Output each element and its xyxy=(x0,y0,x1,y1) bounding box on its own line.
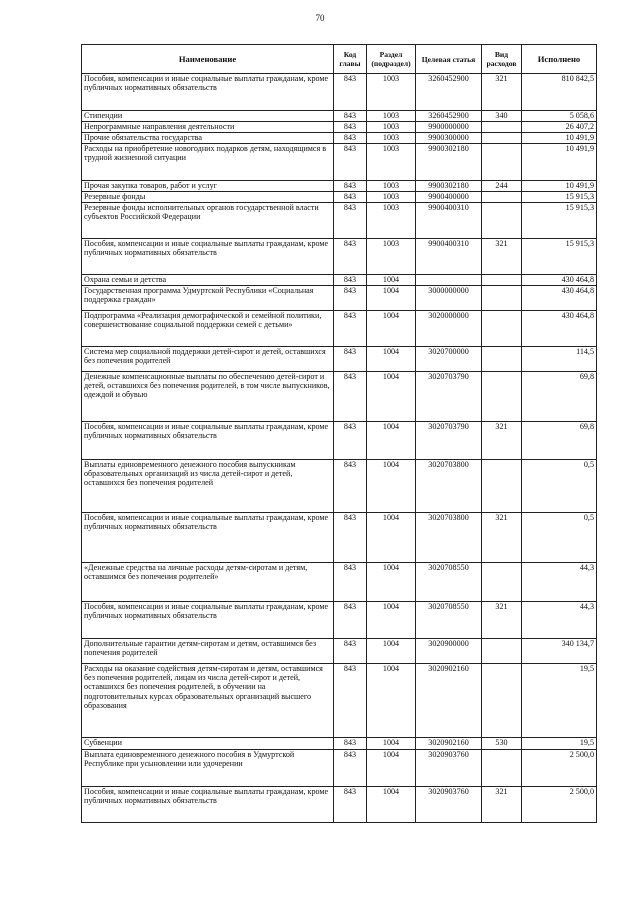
cell-name: Пособия, компенсации и иные социальные выплаты гражданам, кроме публичных нормативных обязательств xyxy=(82,787,334,823)
cell-name: Прочая закупка товаров, работ и услуг xyxy=(82,181,334,192)
cell-expense-type xyxy=(482,203,522,239)
header-executed: Исполнено xyxy=(522,45,597,74)
cell-executed: 26 407,2 xyxy=(522,122,597,133)
cell-name: Пособия, компенсации и иные социальные выплаты гражданам, кроме публичных нормативных обязательств xyxy=(82,74,334,111)
cell-target-article: 3020703800 xyxy=(416,513,482,563)
cell-executed: 15 915,3 xyxy=(522,239,597,275)
cell-section: 1003 xyxy=(367,239,416,275)
cell-name: Выплата единовременного денежного пособия в Удмуртской Республике при усыновлении или удочерении xyxy=(82,750,334,787)
cell-section: 1004 xyxy=(367,738,416,750)
cell-section: 1003 xyxy=(367,181,416,192)
cell-chapter-code: 843 xyxy=(334,738,367,750)
cell-chapter-code: 843 xyxy=(334,750,367,787)
cell-target-article: 9900400310 xyxy=(416,239,482,275)
cell-chapter-code: 843 xyxy=(334,311,367,347)
cell-expense-type xyxy=(482,144,522,181)
cell-target-article: 9900000000 xyxy=(416,122,482,133)
cell-expense-type: 244 xyxy=(482,181,522,192)
expenditure-table xyxy=(81,44,597,823)
cell-section: 1004 xyxy=(367,460,416,513)
cell-expense-type xyxy=(482,750,522,787)
table-row xyxy=(82,74,597,111)
cell-section: 1004 xyxy=(367,286,416,311)
cell-executed: 19,5 xyxy=(522,738,597,750)
cell-expense-type xyxy=(482,122,522,133)
cell-executed: 10 491,9 xyxy=(522,133,597,144)
cell-name: Субвенции xyxy=(82,738,334,750)
table-row xyxy=(82,347,597,372)
cell-name: Резервные фонды исполнительных органов государственной власти субъектов Российской Федерации xyxy=(82,203,334,239)
cell-expense-type: 321 xyxy=(482,602,522,639)
cell-name: Денежные компенсационные выплаты по обеспечению детей-сирот и детей, оставшихся без попечения родителей, в том числе выпускников, одеждой и обувью xyxy=(82,372,334,422)
table-row xyxy=(82,513,597,563)
cell-executed: 19,5 xyxy=(522,664,597,738)
cell-name: «Денежные средства на личные расходы детям-сиротам и детям, оставшимся без попечения родителей» xyxy=(82,563,334,602)
cell-name: Система мер социальной поддержки детей-сирот и детей, оставшихся без попечения родителей xyxy=(82,347,334,372)
cell-name: Стипендии xyxy=(82,111,334,122)
cell-target-article: 3020703790 xyxy=(416,422,482,460)
cell-expense-type xyxy=(482,347,522,372)
table-row xyxy=(82,203,597,239)
cell-expense-type: 321 xyxy=(482,513,522,563)
header-expense-type: Вид расходов xyxy=(482,45,522,74)
header-chapter-code: Код главы xyxy=(334,45,367,74)
cell-target-article: 9900400310 xyxy=(416,203,482,239)
cell-expense-type xyxy=(482,275,522,286)
cell-name: Дополнительные гарантии детям-сиротам и детям, оставшимся без попечения родителей xyxy=(82,639,334,664)
cell-section: 1004 xyxy=(367,347,416,372)
cell-executed: 430 464,8 xyxy=(522,311,597,347)
cell-target-article: 3000000000 xyxy=(416,286,482,311)
cell-name: Подпрограмма «Реализация демографической и семейной политики, совершенствование социальной поддержки семей с детьми» xyxy=(82,311,334,347)
table-row xyxy=(82,286,597,311)
table-row xyxy=(82,750,597,787)
cell-chapter-code: 843 xyxy=(334,239,367,275)
cell-executed: 810 842,5 xyxy=(522,74,597,111)
cell-name: Государственная программа Удмуртской Республики «Социальная поддержка граждан» xyxy=(82,286,334,311)
cell-section: 1003 xyxy=(367,74,416,111)
cell-target-article: 3020902160 xyxy=(416,664,482,738)
table-header-row xyxy=(82,45,597,74)
cell-chapter-code: 843 xyxy=(334,602,367,639)
cell-target-article: 3020900000 xyxy=(416,639,482,664)
cell-expense-type xyxy=(482,460,522,513)
cell-expense-type xyxy=(482,286,522,311)
header-section: Раздел (подраздел) xyxy=(367,45,416,74)
cell-executed: 44,3 xyxy=(522,602,597,639)
cell-chapter-code: 843 xyxy=(334,111,367,122)
cell-target-article: 3260452900 xyxy=(416,111,482,122)
cell-executed: 430 464,8 xyxy=(522,286,597,311)
cell-expense-type: 321 xyxy=(482,239,522,275)
cell-executed: 2 500,0 xyxy=(522,787,597,823)
cell-target-article: 3020708550 xyxy=(416,602,482,639)
cell-name: Пособия, компенсации и иные социальные выплаты гражданам, кроме публичных нормативных обязательств xyxy=(82,513,334,563)
cell-executed: 15 915,3 xyxy=(522,192,597,203)
cell-executed: 44,3 xyxy=(522,563,597,602)
cell-section: 1003 xyxy=(367,133,416,144)
cell-target-article: 9900302180 xyxy=(416,144,482,181)
cell-expense-type xyxy=(482,311,522,347)
table-row xyxy=(82,787,597,823)
table-row xyxy=(82,133,597,144)
cell-executed: 340 134,7 xyxy=(522,639,597,664)
cell-chapter-code: 843 xyxy=(334,286,367,311)
cell-expense-type: 321 xyxy=(482,74,522,111)
cell-name: Расходы на оказание содействия детям-сиротам и детям, оставшимся без попечения родителей, лицам из числа детей-сирот и детей, оставшихся без попечения родителей, в обучении на подготовительных курсах образовательных организаций высшего образования xyxy=(82,664,334,738)
cell-expense-type xyxy=(482,133,522,144)
cell-section: 1003 xyxy=(367,192,416,203)
cell-expense-type: 340 xyxy=(482,111,522,122)
cell-name: Пособия, компенсации и иные социальные выплаты гражданам, кроме публичных нормативных обязательств xyxy=(82,422,334,460)
cell-name: Охрана семьи и детства xyxy=(82,275,334,286)
cell-expense-type: 530 xyxy=(482,738,522,750)
table-row xyxy=(82,738,597,750)
cell-chapter-code: 843 xyxy=(334,639,367,664)
cell-section: 1004 xyxy=(367,372,416,422)
table-row xyxy=(82,122,597,133)
cell-executed: 69,8 xyxy=(522,372,597,422)
cell-expense-type xyxy=(482,639,522,664)
table-row xyxy=(82,144,597,181)
cell-target-article: 9900400000 xyxy=(416,192,482,203)
cell-section: 1003 xyxy=(367,111,416,122)
table-row xyxy=(82,563,597,602)
cell-executed: 10 491,9 xyxy=(522,181,597,192)
cell-executed: 430 464,8 xyxy=(522,275,597,286)
cell-chapter-code: 843 xyxy=(334,181,367,192)
cell-executed: 114,5 xyxy=(522,347,597,372)
cell-name: Выплаты единовременного денежного пособия выпускникам образовательных организаций из числа детей-сирот и детей, оставшихся без попечения родителей xyxy=(82,460,334,513)
table-row xyxy=(82,311,597,347)
cell-name: Непрограммные направления деятельности xyxy=(82,122,334,133)
table-row xyxy=(82,192,597,203)
cell-chapter-code: 843 xyxy=(334,133,367,144)
cell-target-article: 9900300000 xyxy=(416,133,482,144)
table-row xyxy=(82,181,597,192)
cell-section: 1004 xyxy=(367,422,416,460)
cell-target-article: 3020903760 xyxy=(416,750,482,787)
cell-section: 1003 xyxy=(367,144,416,181)
cell-section: 1004 xyxy=(367,787,416,823)
cell-name: Расходы на приобретение новогодних подарков детям, находящимся в трудной жизненной ситуации xyxy=(82,144,334,181)
cell-chapter-code: 843 xyxy=(334,422,367,460)
cell-chapter-code: 843 xyxy=(334,460,367,513)
cell-chapter-code: 843 xyxy=(334,372,367,422)
table-row xyxy=(82,664,597,738)
cell-target-article: 3020902160 xyxy=(416,738,482,750)
cell-section: 1004 xyxy=(367,602,416,639)
cell-executed: 5 058,6 xyxy=(522,111,597,122)
cell-target-article: 3020903760 xyxy=(416,787,482,823)
table-row xyxy=(82,422,597,460)
cell-expense-type: 321 xyxy=(482,422,522,460)
table-row xyxy=(82,639,597,664)
cell-name: Пособия, компенсации и иные социальные выплаты гражданам, кроме публичных нормативных обязательств xyxy=(82,239,334,275)
cell-section: 1003 xyxy=(367,122,416,133)
cell-target-article: 3020703790 xyxy=(416,372,482,422)
cell-section: 1004 xyxy=(367,275,416,286)
table-row xyxy=(82,275,597,286)
cell-name: Резервные фонды xyxy=(82,192,334,203)
table-row xyxy=(82,460,597,513)
cell-target-article: 3260452900 xyxy=(416,74,482,111)
cell-expense-type xyxy=(482,664,522,738)
table-row xyxy=(82,372,597,422)
cell-executed: 69,8 xyxy=(522,422,597,460)
cell-name: Пособия, компенсации и иные социальные выплаты гражданам, кроме публичных нормативных обязательств xyxy=(82,602,334,639)
cell-section: 1004 xyxy=(367,563,416,602)
cell-expense-type: 321 xyxy=(482,787,522,823)
cell-executed: 2 500,0 xyxy=(522,750,597,787)
cell-target-article: 3020708550 xyxy=(416,563,482,602)
cell-chapter-code: 843 xyxy=(334,122,367,133)
cell-target-article: 3020703800 xyxy=(416,460,482,513)
table-row xyxy=(82,602,597,639)
cell-section: 1004 xyxy=(367,311,416,347)
table-row xyxy=(82,239,597,275)
cell-expense-type xyxy=(482,563,522,602)
cell-chapter-code: 843 xyxy=(334,144,367,181)
cell-executed: 10 491,9 xyxy=(522,144,597,181)
cell-section: 1004 xyxy=(367,513,416,563)
page-number: 70 xyxy=(315,13,325,23)
cell-chapter-code: 843 xyxy=(334,203,367,239)
cell-chapter-code: 843 xyxy=(334,192,367,203)
cell-expense-type xyxy=(482,372,522,422)
cell-chapter-code: 843 xyxy=(334,787,367,823)
header-name: Наименование xyxy=(82,45,334,74)
cell-chapter-code: 843 xyxy=(334,275,367,286)
cell-section: 1004 xyxy=(367,664,416,738)
cell-chapter-code: 843 xyxy=(334,513,367,563)
cell-executed: 15 915,3 xyxy=(522,203,597,239)
cell-target-article xyxy=(416,275,482,286)
cell-chapter-code: 843 xyxy=(334,347,367,372)
cell-executed: 0,5 xyxy=(522,460,597,513)
header-target-article: Целевая статья xyxy=(416,45,482,74)
cell-section: 1004 xyxy=(367,750,416,787)
cell-chapter-code: 843 xyxy=(334,563,367,602)
cell-target-article: 9900302180 xyxy=(416,181,482,192)
table-body xyxy=(82,74,597,823)
cell-expense-type xyxy=(482,192,522,203)
cell-name: Прочие обязательства государства xyxy=(82,133,334,144)
cell-section: 1004 xyxy=(367,639,416,664)
table-row xyxy=(82,111,597,122)
cell-target-article: 3020700000 xyxy=(416,347,482,372)
cell-target-article: 3020000000 xyxy=(416,311,482,347)
cell-section: 1003 xyxy=(367,203,416,239)
cell-chapter-code: 843 xyxy=(334,664,367,738)
cell-chapter-code: 843 xyxy=(334,74,367,111)
cell-executed: 0,5 xyxy=(522,513,597,563)
